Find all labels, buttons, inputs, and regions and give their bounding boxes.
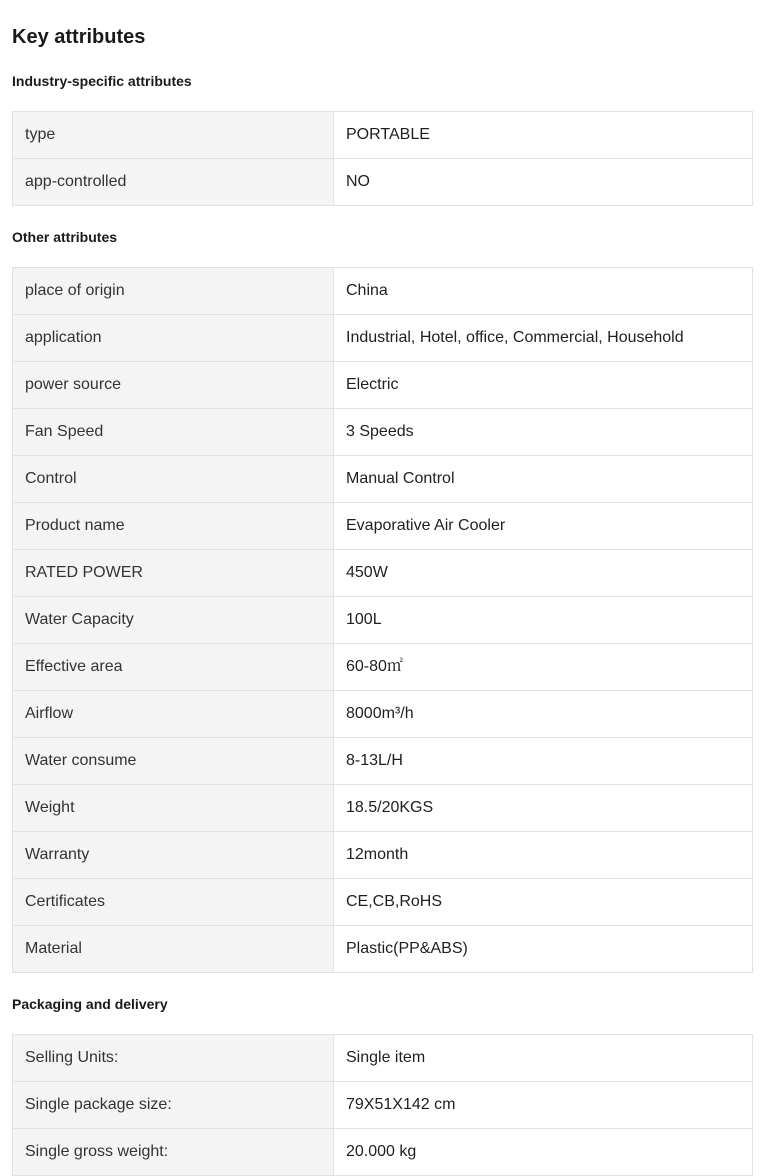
attribute-key: Selling Units:: [13, 1035, 334, 1082]
table-row: [13, 268, 753, 315]
attribute-key: Warranty: [13, 832, 334, 879]
table-row: [13, 691, 753, 738]
other-attributes-table: [12, 267, 753, 973]
table-row: [13, 832, 753, 879]
attribute-key: Weight: [13, 785, 334, 832]
attribute-key: type: [13, 112, 334, 159]
attribute-value: China: [334, 268, 753, 315]
attribute-value: 20.000 kg: [334, 1129, 753, 1176]
table-row: [13, 112, 753, 159]
table-row: [13, 879, 753, 926]
table-row: [13, 315, 753, 362]
attribute-value: Electric: [334, 362, 753, 409]
table-row: [13, 1035, 753, 1082]
attribute-key: application: [13, 315, 334, 362]
attribute-value: 100L: [334, 597, 753, 644]
attribute-key: Single package size:: [13, 1082, 334, 1129]
page-title: Key attributes: [12, 26, 146, 48]
attribute-value: Plastic(PP&ABS): [334, 926, 753, 973]
table-row: [13, 785, 753, 832]
attribute-value: Single item: [334, 1035, 753, 1082]
table-row: [13, 550, 753, 597]
attribute-key: Airflow: [13, 691, 334, 738]
attribute-value: Manual Control: [334, 456, 753, 503]
table-row: [13, 1129, 753, 1176]
table-row: [13, 456, 753, 503]
attribute-value: 450W: [334, 550, 753, 597]
attribute-key: RATED POWER: [13, 550, 334, 597]
attribute-key: Water consume: [13, 738, 334, 785]
attribute-key: Certificates: [13, 879, 334, 926]
attribute-value: PORTABLE: [334, 112, 753, 159]
attribute-value: 8-13L/H: [334, 738, 753, 785]
attribute-key: place of origin: [13, 268, 334, 315]
table-row: [13, 738, 753, 785]
section-heading-packaging: Packaging and delivery: [12, 996, 168, 1012]
attribute-key: Fan Speed: [13, 409, 334, 456]
table-row: [13, 159, 753, 206]
table-row: [13, 409, 753, 456]
attribute-value: 3 Speeds: [334, 409, 753, 456]
packaging-table: [12, 1034, 753, 1176]
table-row: [13, 644, 753, 691]
attribute-value: 8000m³/h: [334, 691, 753, 738]
attribute-value: 60-80㎡: [334, 644, 753, 691]
table-row: [13, 503, 753, 550]
section-heading-industry: Industry-specific attributes: [12, 73, 192, 89]
industry-attributes-table: [12, 111, 753, 206]
attribute-key: Water Capacity: [13, 597, 334, 644]
table-row: [13, 1082, 753, 1129]
table-row: [13, 362, 753, 409]
attribute-value: 12month: [334, 832, 753, 879]
attribute-value: Industrial, Hotel, office, Commercial, Household: [334, 315, 753, 362]
attribute-key: Product name: [13, 503, 334, 550]
attribute-value: CE,CB,RoHS: [334, 879, 753, 926]
attribute-value: Evaporative Air Cooler: [334, 503, 753, 550]
section-heading-other: Other attributes: [12, 229, 118, 245]
attribute-key: Effective area: [13, 644, 334, 691]
attribute-value: 79X51X142 cm: [334, 1082, 753, 1129]
attribute-value: NO: [334, 159, 753, 206]
attribute-key: Material: [13, 926, 334, 973]
table-row: [13, 597, 753, 644]
attribute-value: 18.5/20KGS: [334, 785, 753, 832]
table-row: [13, 926, 753, 973]
attribute-key: Control: [13, 456, 334, 503]
attribute-key: app-controlled: [13, 159, 334, 206]
attribute-key: Single gross weight:: [13, 1129, 334, 1176]
attribute-key: power source: [13, 362, 334, 409]
